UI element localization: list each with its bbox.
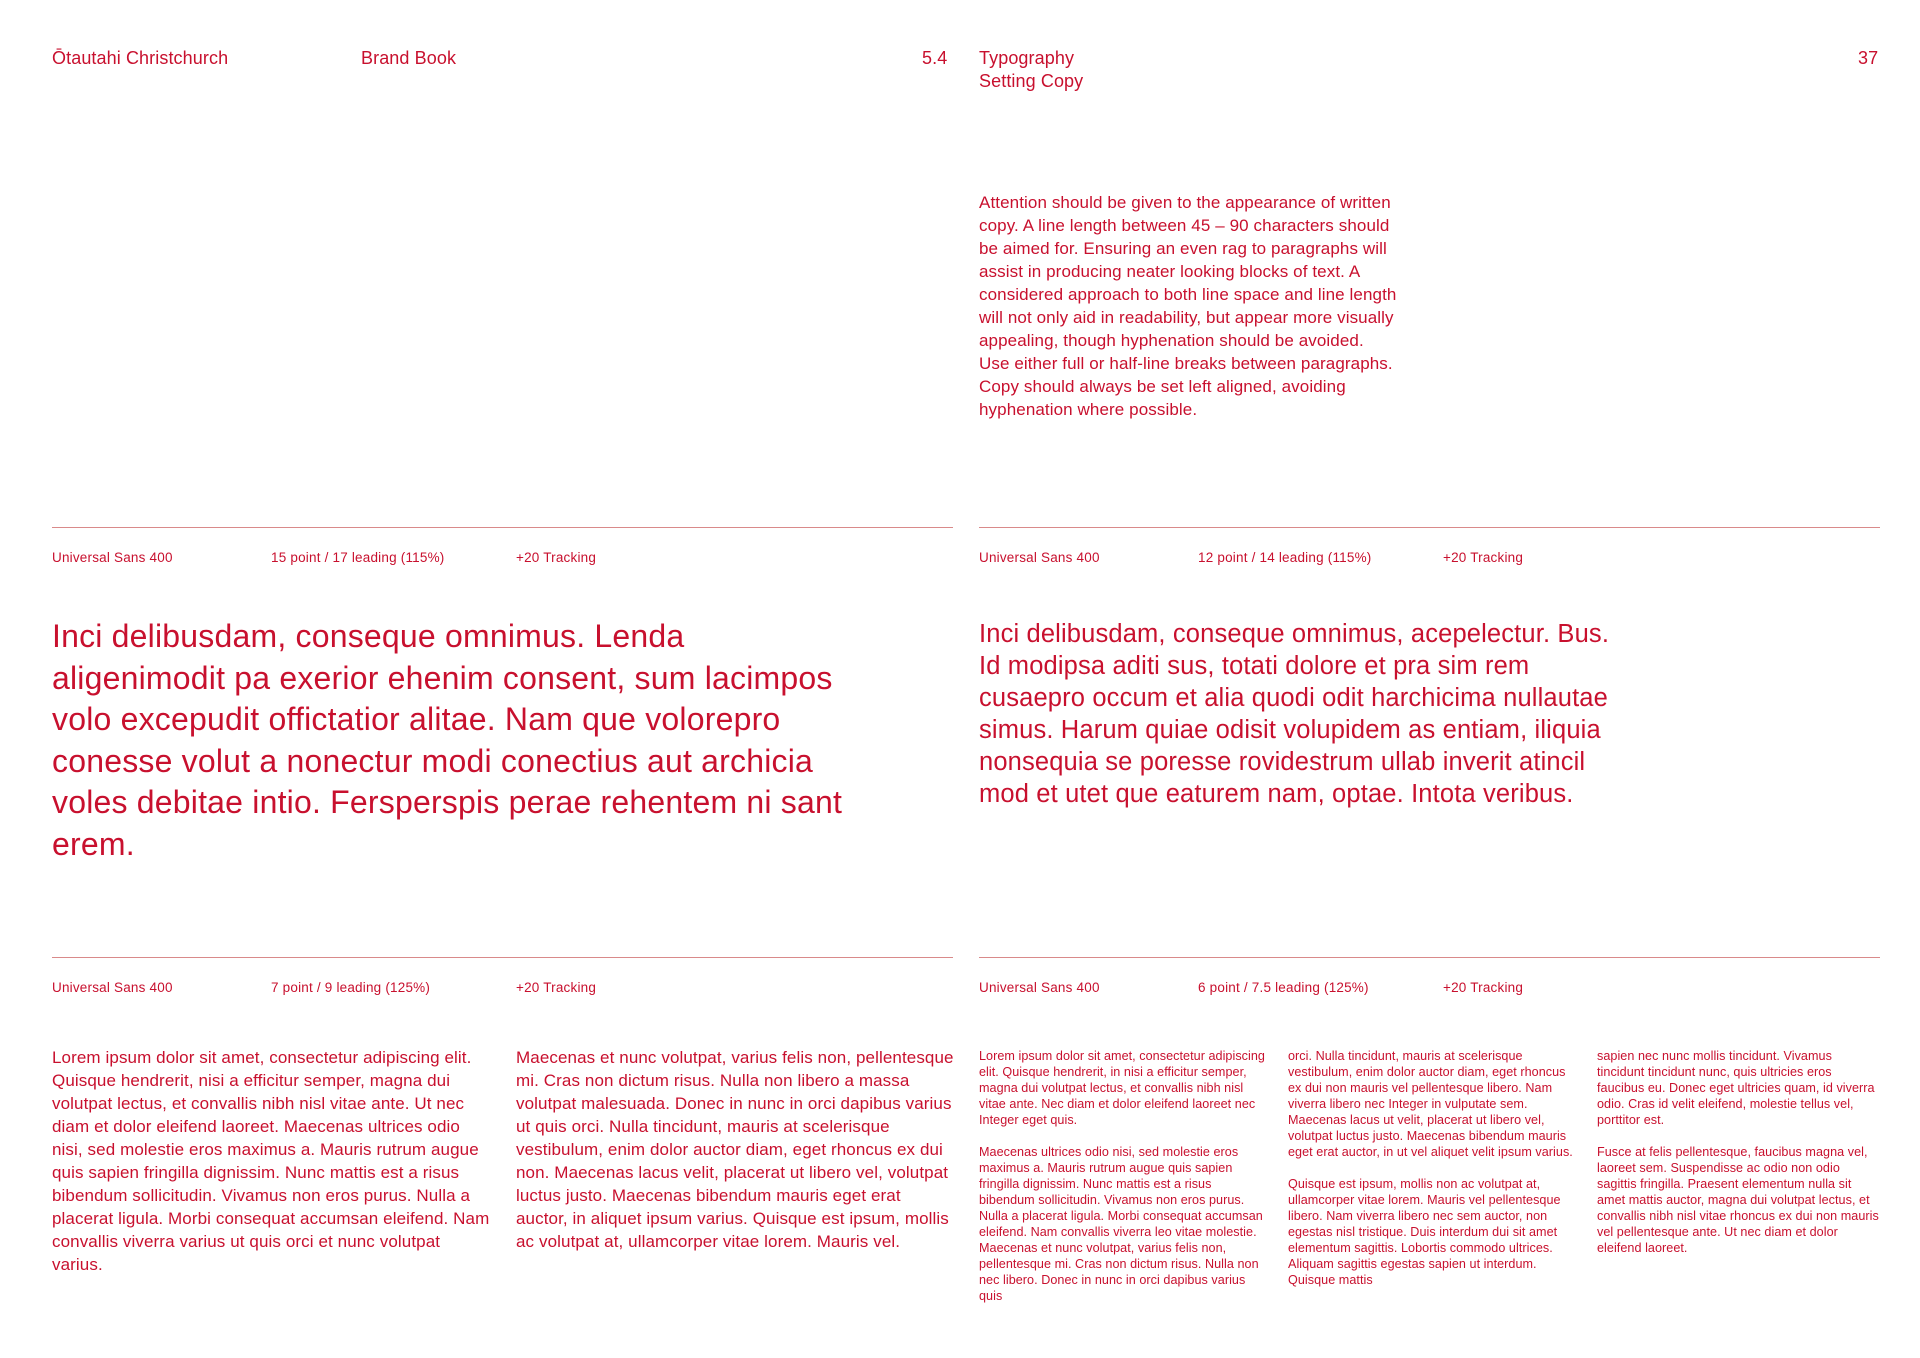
spec-tracking: +20 Tracking — [516, 550, 597, 565]
spec-font-name: Universal Sans 400 — [52, 550, 173, 565]
document-title: Ōtautahi Christchurch — [52, 48, 229, 68]
type-sample-6pt-column-2: orci. Nulla tincidunt, mauris at scelerisque vestibulum, enim dolor auctor diam, eget rhoncus ex dui non mauris vel pellentesque libero. Nam viverra libero nec Integer in vulputate sem. Maecenas lacus ut velit, placerat ut libero vel, volutpat luctus justo. Maecenas bibendum mauris eget erat auctor, in ut vel aliquet velit ipsum varius. Quisque est ipsum, mollis non ac volutpat at, ullamcorper vitae lorem. Mauris vel pellentesque libero. Nam viverra libero nec sem auctor, non egestas nisl tristique. Duis interdum dui sit amet elementum sagittis. Lobortis commodo ultrices. Aliquam sagittis egestas sapien ut interdum. Quisque mattis — [1288, 1049, 1573, 1287]
type-sample-15pt: Inci delibusdam, conseque omnimus. Lenda aligenimodit pa exerior ehenim consent, sum lacimpos volo excepudit offictatior alitae. Nam que volorepro conesse volut a nonectur modi conectius aut archicia voles debitae intio. Fersperspis perae rehentem ni sant erem. — [52, 618, 843, 862]
type-sample-7pt-column-2: Maecenas et nunc volutpat, varius felis non, pellentesque mi. Cras non dictum risus. Nulla non libero a massa volutpat malesuada. Donec in nunc in orci dapibus varius ut quis orci. Nulla tincidunt, mauris at scelerisque vestibulum, enim dolor auctor diam, eget rhoncus ex dui non. Maecenas lacus velit, placerat ut libero vel, volutpat luctus justo. Maecenas bibendum mauris eget erat auctor, in aliquet ipsum varius. Quisque est ipsum, mollis ac volutpat at, ullamcorper vitae lorem. Mauris vel. — [516, 1048, 954, 1251]
spec-size-leading: 7 point / 9 leading (125%) — [271, 980, 431, 995]
spec-font-name: Universal Sans 400 — [52, 980, 173, 995]
page-number: 37 — [1858, 48, 1879, 68]
type-sample-7pt-column-1: Lorem ipsum dolor sit amet, consectetur adipiscing elit. Quisque hendrerit, nisi a efficitur semper, magna dui volutpat lectus, et convallis nibh nisl vitae ante. Ut nec diam et dolor eleifend laoreet. Maecenas ultrices odio nisi, sed molestie eros maximus a. Mauris rutrum augue quis sapien fringilla dignissim. Nunc mattis est a risus bibendum sollicitudin. Vivamus non eros purus. Nulla a placerat ligula. Morbi consequat accumsan eleifend. Nam convallis viverra varius ut quis orci et nunc volutpat varius. — [52, 1048, 490, 1274]
spec-size-leading: 15 point / 17 leading (115%) — [271, 550, 445, 565]
divider-rule — [979, 527, 1880, 528]
spec-tracking: +20 Tracking — [1443, 980, 1524, 995]
spec-size-leading: 6 point / 7.5 leading (125%) — [1198, 980, 1369, 995]
section-subtitle: Setting Copy — [979, 71, 1084, 91]
spec-font-name: Universal Sans 400 — [979, 550, 1100, 565]
section-title: Typography — [979, 48, 1075, 68]
section-number: 5.4 — [922, 48, 948, 68]
spec-tracking: +20 Tracking — [1443, 550, 1524, 565]
type-sample-6pt-column-3: sapien nec nunc mollis tincidunt. Vivamus tincidunt tincidunt nunc, quis ultricies eros faucibus eu. Donec eget ultricies quam, id viverra odio. Cras id velit eleifend, molestie tellus vel, porttitor est. Fusce at felis pellentesque, faucibus magna vel, laoreet sem. Suspendisse ac odio non odio sagittis fringilla. Praesent elementum nulla sit amet mattis auctor, magna dui volutpat lectus, et convallis nibh nisl vitae rhoncus ex dui non mauris vel pellentesque ante. Ut nec diam et dolor eleifend laoreet. — [1597, 1049, 1879, 1255]
spec-tracking: +20 Tracking — [516, 980, 597, 995]
type-sample-12pt: Inci delibusdam, conseque omnimus, acepelectur. Bus. Id modipsa aditi sus, totati dolore et pra sim rem cusaepro occum et alia quodi odit harchicima nullautae simus. Harum quiae odisit volupidem as entiam, iliquia nonsequia se poresse rovidestrum ullab inverit atincil mod et utet que eaturem nam, optae. Intota veribus. — [979, 620, 1610, 808]
divider-rule — [979, 957, 1880, 958]
publication-name: Brand Book — [361, 48, 457, 68]
spec-font-name: Universal Sans 400 — [979, 980, 1100, 995]
intro-paragraph: Attention should be given to the appearance of written copy. A line length between 45 – 90 characters should be aimed for. Ensuring an even rag to paragraphs will assist in producing neater looking blocks of text. A considered approach to both line space and line length will not only aid in readability, but appear more visually appealing, though hyphenation should be avoided. Use either full or half-line breaks between paragraphs. Copy should always be set left aligned, avoiding hyphenation where possible. — [979, 193, 1397, 419]
spec-size-leading: 12 point / 14 leading (115%) — [1198, 550, 1372, 565]
divider-rule — [52, 957, 953, 958]
type-sample-6pt-column-1: Lorem ipsum dolor sit amet, consectetur adipiscing elit. Quisque hendrerit, in nisi a efficitur semper, magna dui volutpat lectus, et convallis nibh nisl vitae ante. Nec diam et dolor eleifend laoreet nec Integer eget quis. Maecenas ultrices odio nisi, sed molestie eros maximus a. Mauris rutrum augue quis sapien fringilla dignissim. Nunc mattis est a risus bibendum sollicitudin. Vivamus non eros purus. Nulla a placerat ligula. Morbi consequat accumsan eleifend. Nam convallis viverra leo vitae molestie. Maecenas et nunc volutpat, varius felis non, pellentesque mi. Cras non dictum risus. Nulla non nec libero. Donec in nunc in orci dapibus varius quis — [979, 1049, 1265, 1303]
divider-rule — [52, 527, 953, 528]
